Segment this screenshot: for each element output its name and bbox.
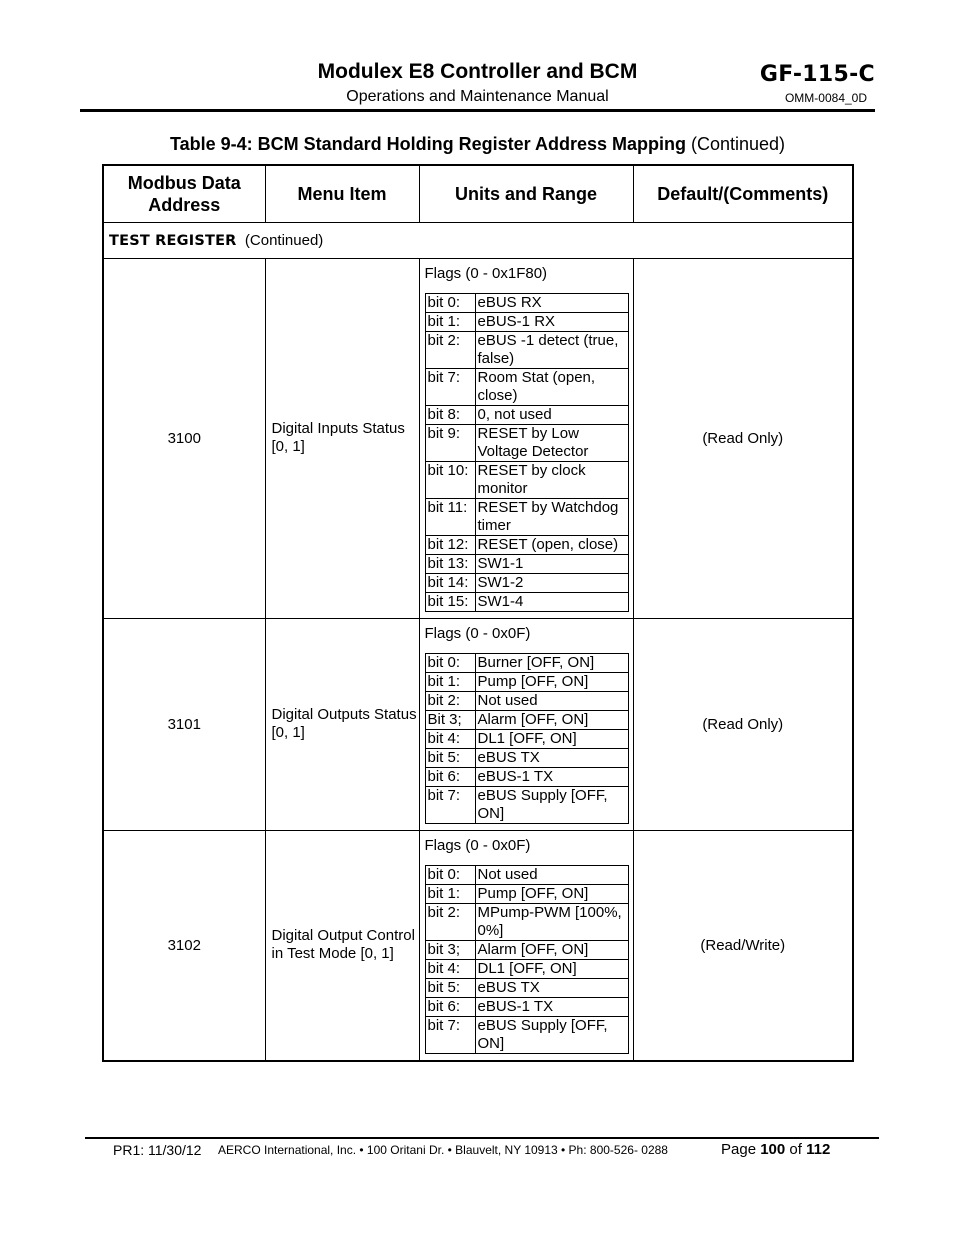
page-total: 112	[806, 1141, 831, 1158]
bit-row	[425, 865, 628, 884]
bit-description: RESET (open, close)	[475, 535, 628, 554]
bit-description: Not used	[475, 691, 628, 710]
bit-description: eBUS-1 TX	[475, 767, 628, 786]
document-title: Modulex E8 Controller and BCM	[317, 60, 638, 83]
bit-number: bit 3;	[425, 940, 475, 959]
bit-description: SW1-1	[475, 554, 628, 573]
bit-description: Not used	[475, 865, 628, 884]
bit-number: bit 4:	[425, 729, 475, 748]
bit-number: bit 14:	[425, 573, 475, 592]
bit-number: bit 4:	[425, 959, 475, 978]
bit-row	[425, 535, 628, 554]
page-label: Page	[721, 1141, 761, 1158]
table-caption-continued: (Continued)	[686, 134, 786, 154]
bit-description: eBUS Supply [OFF, ON]	[475, 1016, 628, 1053]
bit-row	[425, 978, 628, 997]
bit-number: bit 5:	[425, 748, 475, 767]
units-range-cell	[419, 830, 633, 1061]
bit-number: bit 7:	[425, 368, 475, 405]
register-table	[102, 164, 854, 1062]
bit-description: MPump-PWM [100%, 0%]	[475, 903, 628, 940]
bit-number: bit 1:	[425, 312, 475, 331]
bit-description: RESET by Watchdog timer	[475, 498, 628, 535]
bit-number: bit 8:	[425, 405, 475, 424]
bit-row	[425, 729, 628, 748]
bit-number: bit 7:	[425, 786, 475, 823]
menu-item-cell: Digital Output Control in Test Mode [0, 1]	[265, 830, 419, 1061]
bit-table	[425, 653, 629, 824]
table-header-row	[103, 165, 853, 222]
bit-number: bit 2:	[425, 903, 475, 940]
bit-row	[425, 293, 628, 312]
table-row	[103, 830, 853, 1061]
header-menu-item: Menu Item	[265, 165, 419, 222]
bit-description: 0, not used	[475, 405, 628, 424]
bit-description: eBUS -1 detect (true, false)	[475, 331, 628, 368]
flags-label: Flags (0 - 0x0F)	[424, 836, 531, 854]
header-units-range: Units and Range	[419, 165, 633, 222]
bit-row	[425, 424, 628, 461]
page-current: 100	[760, 1141, 786, 1158]
table-row	[103, 618, 853, 830]
bit-number: bit 5:	[425, 978, 475, 997]
bit-row	[425, 592, 628, 611]
bit-number: bit 15:	[425, 592, 475, 611]
bit-description: Burner [OFF, ON]	[475, 653, 628, 672]
footer-revision: PR1: 11/30/12	[113, 1142, 202, 1158]
bit-number: bit 13:	[425, 554, 475, 573]
document-code: GF-115-C	[759, 62, 875, 87]
default-comments-cell: (Read Only)	[633, 618, 853, 830]
menu-item-cell: Digital Inputs Status [0, 1]	[265, 258, 419, 618]
bit-number: bit 2:	[425, 331, 475, 368]
bit-description: eBUS TX	[475, 748, 628, 767]
bit-description: RESET by Low Voltage Detector	[475, 424, 628, 461]
bit-number: Bit 3;	[425, 710, 475, 729]
section-cell	[103, 222, 853, 258]
page-footer	[85, 1137, 879, 1167]
bit-row	[425, 786, 628, 823]
table-row	[103, 258, 853, 618]
bit-row	[425, 997, 628, 1016]
bit-number: bit 2:	[425, 691, 475, 710]
table-caption	[80, 134, 875, 155]
bit-row	[425, 405, 628, 424]
default-comments-cell: (Read Only)	[633, 258, 853, 618]
bit-number: bit 7:	[425, 1016, 475, 1053]
bit-row	[425, 461, 628, 498]
bit-description: RESET by clock monitor	[475, 461, 628, 498]
bit-number: bit 1:	[425, 672, 475, 691]
section-title: TEST REGISTER	[109, 232, 237, 249]
bit-row	[425, 1016, 628, 1053]
section-note: (Continued)	[244, 231, 324, 249]
units-range-cell	[419, 258, 633, 618]
document-reference: OMM-0084_0D	[784, 91, 867, 105]
bit-description: eBUS-1 TX	[475, 997, 628, 1016]
bit-number: bit 0:	[425, 653, 475, 672]
flags-label: Flags (0 - 0x0F)	[424, 624, 531, 642]
bit-number: bit 6:	[425, 767, 475, 786]
bit-description: Room Stat (open, close)	[475, 368, 628, 405]
bit-description: DL1 [OFF, ON]	[475, 729, 628, 748]
bit-number: bit 11:	[425, 498, 475, 535]
bit-row	[425, 691, 628, 710]
page-header	[80, 58, 875, 112]
bit-row	[425, 940, 628, 959]
bit-number: bit 9:	[425, 424, 475, 461]
bit-row	[425, 748, 628, 767]
bit-description: SW1-2	[475, 573, 628, 592]
bit-row	[425, 903, 628, 940]
bit-description: eBUS TX	[475, 978, 628, 997]
bit-description: SW1-4	[475, 592, 628, 611]
bit-table	[425, 865, 629, 1054]
bit-row	[425, 672, 628, 691]
bit-description: Pump [OFF, ON]	[475, 672, 628, 691]
bit-description: eBUS RX	[475, 293, 628, 312]
bit-number: bit 6:	[425, 997, 475, 1016]
bit-row	[425, 959, 628, 978]
bit-description: Pump [OFF, ON]	[475, 884, 628, 903]
units-range-cell	[419, 618, 633, 830]
default-comments-cell: (Read/Write)	[633, 830, 853, 1061]
bit-row	[425, 884, 628, 903]
bit-row	[425, 331, 628, 368]
bit-row	[425, 653, 628, 672]
bit-row	[425, 554, 628, 573]
modbus-address-cell: 3101	[103, 618, 265, 830]
bit-description: eBUS-1 RX	[475, 312, 628, 331]
modbus-address-cell: 3102	[103, 830, 265, 1061]
bit-description: eBUS Supply [OFF, ON]	[475, 786, 628, 823]
menu-item-cell: Digital Outputs Status [0, 1]	[265, 618, 419, 830]
bit-row	[425, 368, 628, 405]
bit-number: bit 10:	[425, 461, 475, 498]
document-subtitle: Operations and Maintenance Manual	[346, 88, 609, 105]
table-caption-bold: Table 9-4: BCM Standard Holding Register Address Mapping	[169, 134, 686, 154]
bit-row	[425, 573, 628, 592]
bit-number: bit 1:	[425, 884, 475, 903]
bit-number: bit 0:	[425, 865, 475, 884]
bit-number: bit 12:	[425, 535, 475, 554]
header-modbus-address: Modbus Data Address	[103, 165, 265, 222]
section-row	[103, 222, 853, 258]
footer-company: AERCO International, Inc. • 100 Oritani Dr. • Blauvelt, NY 10913 • Ph: 800-526- 0288	[218, 1143, 668, 1157]
bit-description: DL1 [OFF, ON]	[475, 959, 628, 978]
bit-number: bit 0:	[425, 293, 475, 312]
bit-description: Alarm [OFF, ON]	[475, 710, 628, 729]
bit-row	[425, 498, 628, 535]
page-of: of	[785, 1141, 807, 1158]
flags-label: Flags (0 - 0x1F80)	[424, 264, 548, 282]
header-default-comments: Default/(Comments)	[633, 165, 853, 222]
modbus-address-cell: 3100	[103, 258, 265, 618]
bit-table	[425, 293, 629, 612]
bit-description: Alarm [OFF, ON]	[475, 940, 628, 959]
bit-row	[425, 710, 628, 729]
bit-row	[425, 312, 628, 331]
footer-page-number	[721, 1141, 830, 1158]
bit-row	[425, 767, 628, 786]
